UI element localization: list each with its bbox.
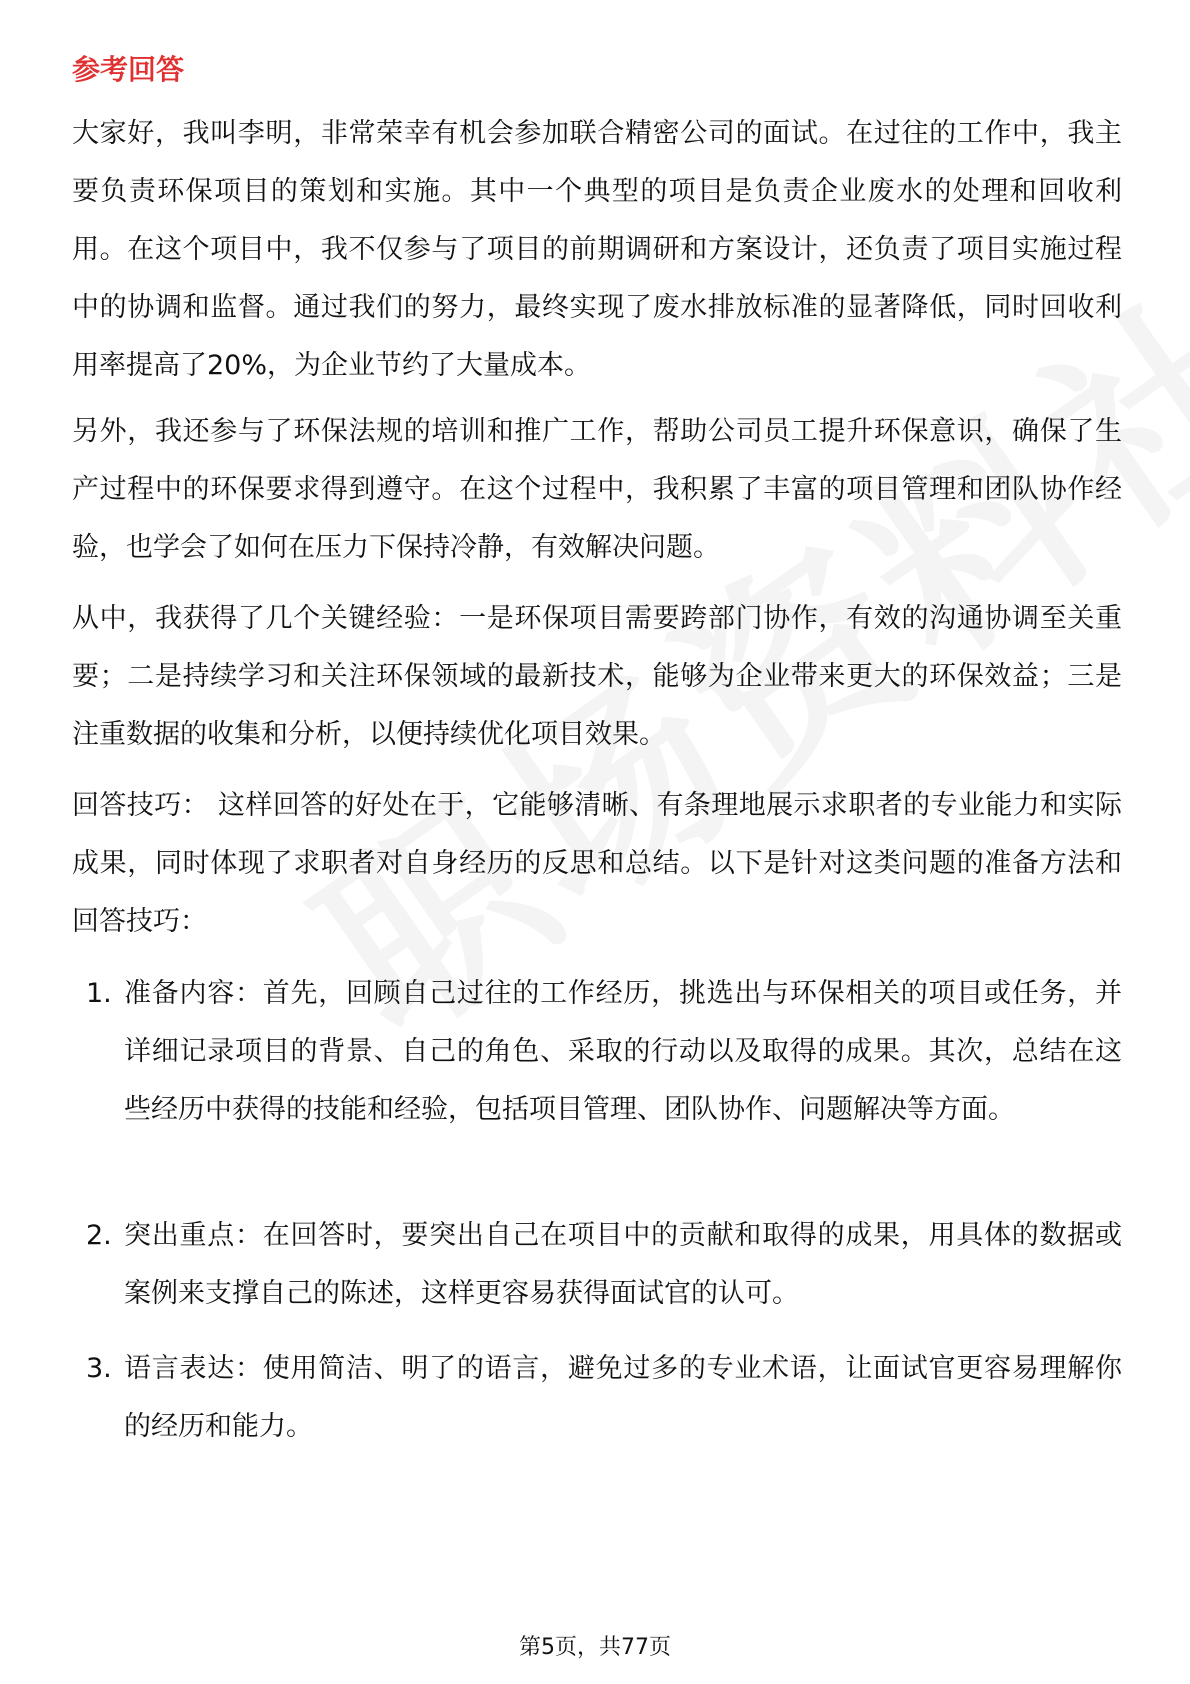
paragraph-intro: 大家好，我叫李明，非常荣幸有机会参加联合精密公司的面试。在过往的工作中，我主要负责环保项目的策划和实施。其中一个典型的项目是负责企业废水的处理和回收利用。在这个项目中，我不仅参与了项目的前期调研和方案设计，还负责了项目实施过程中的协调和监督。通过我们的努力，最终实现了废水排放标准的显著降低，同时回收利用率提高了20%，为企业节约了大量成本。 — [72, 118, 1122, 381]
list-number: 2. — [86, 1220, 112, 1251]
page-number: 第5页，共77页 — [519, 1635, 671, 1660]
paragraph-lessons: 从中，我获得了几个关键经验：一是环保项目需要跨部门协作，有效的沟通协调至关重要；二是持续学习和关注环保领域的最新技术，能够为企业带来更大的环保效益；三是注重数据的收集和分析，以便持续优化项目效果。 — [72, 603, 1122, 750]
section-heading: 参考回答 — [72, 53, 185, 86]
list-text: 准备内容：首先，回顾自己过往的工作经历，挑选出与环保相关的项目或任务，并详细记录项目的背景、自己的角色、采取的行动以及取得的成果。其次，总结在这些经历中获得的技能和经验，包括项目管理、团队协作、问题解决等方面。 — [124, 978, 1122, 1125]
paragraph-additional: 另外，我还参与了环保法规的培训和推广工作，帮助公司员工提升环保意识，确保了生产过程中的环保要求得到遵守。在这个过程中，我积累了丰富的项目管理和团队协作经验，也学会了如何在压力下保持冷静，有效解决问题。 — [72, 416, 1122, 563]
list-text: 突出重点：在回答时，要突出自己在项目中的贡献和取得的成果，用具体的数据或案例来支撑自己的陈述，这样更容易获得面试官的认可。 — [124, 1220, 1122, 1309]
list-number: 1. — [86, 978, 112, 1009]
paragraph-tips: 回答技巧： 这样回答的好处在于，它能够清晰、有条理地展示求职者的专业能力和实际成果，同时体现了求职者对自身经历的反思和总结。以下是针对这类问题的准备方法和回答技巧： — [72, 790, 1122, 937]
list-number: 3. — [86, 1353, 112, 1384]
list-text: 语言表达：使用简洁、明了的语言，避免过多的专业术语，让面试官更容易理解你的经历和能力。 — [124, 1353, 1122, 1442]
